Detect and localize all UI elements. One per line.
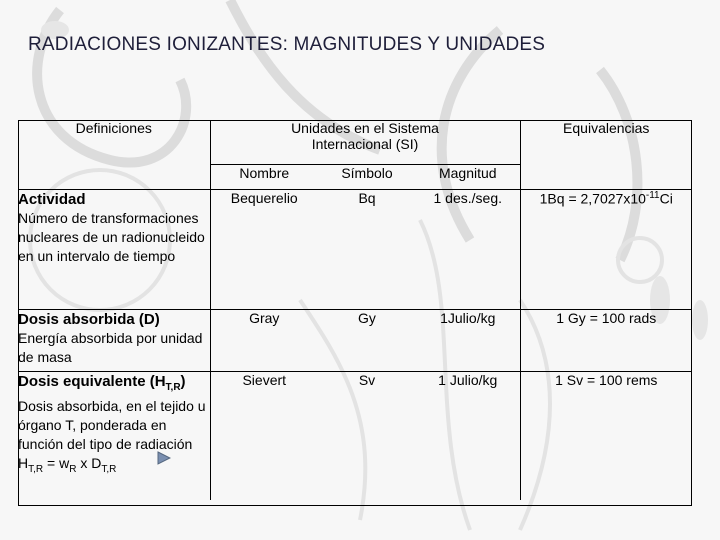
unit-symbol: Gy bbox=[318, 310, 416, 372]
unit-name: Bequerelio bbox=[210, 190, 318, 310]
header-equivalences: Equivalencias bbox=[520, 120, 692, 190]
unit-symbol: Bq bbox=[318, 190, 416, 310]
equivalence-base: 1Bq = 2,7027x10 bbox=[539, 190, 646, 207]
term-suffix: ) bbox=[180, 373, 186, 390]
equivalence-unit: Ci bbox=[659, 190, 673, 207]
unit-symbol: Sv bbox=[318, 372, 416, 500]
definition-cell bbox=[18, 372, 210, 500]
subheader-name: Nombre bbox=[210, 165, 318, 190]
subheader-symbol: Símbolo bbox=[341, 165, 393, 181]
term-description: Número de transformaciones nucleares de un radionucleido en un intervalo de tiempo bbox=[18, 210, 205, 264]
unit-magnitude: 1 des./seg. bbox=[416, 190, 520, 310]
definition-cell bbox=[18, 190, 210, 310]
header-units bbox=[210, 120, 520, 165]
table-row bbox=[18, 190, 692, 310]
equivalence-cell bbox=[520, 190, 692, 310]
unit-name: Gray bbox=[210, 310, 318, 372]
table-row bbox=[18, 310, 692, 372]
slide-title: RADIACIONES IONIZANTES: MAGNITUDES Y UNIDADES bbox=[28, 34, 546, 55]
table-row bbox=[18, 372, 692, 500]
term-description: Dosis absorbida, en el tejido u órgano T, ponderada en función del tipo de radiación bbox=[18, 398, 206, 452]
play-arrow-icon[interactable] bbox=[157, 451, 171, 465]
term-subscript: T,R bbox=[165, 382, 181, 393]
equivalence-cell: 1 Gy = 100 rads bbox=[520, 310, 692, 372]
definition-cell bbox=[18, 310, 210, 372]
equivalence-exponent: -11 bbox=[645, 190, 660, 201]
term-label: Dosis absorbida (D) bbox=[18, 311, 160, 328]
formula-h: H bbox=[18, 455, 29, 471]
subheader-magnitude: Magnitud bbox=[438, 165, 497, 181]
header-units-line1: Unidades en el Sistema bbox=[291, 120, 439, 136]
formula-h-sub: T,R bbox=[28, 463, 44, 475]
equivalence-cell: 1 Sv = 100 rems bbox=[520, 372, 692, 500]
term-label: Actividad bbox=[18, 191, 86, 208]
term-description: Energía absorbida por unidad de masa bbox=[18, 330, 203, 365]
dose-formula bbox=[18, 454, 210, 479]
formula-d-sub: T,R bbox=[101, 463, 117, 475]
formula-w-sub: R bbox=[69, 463, 77, 475]
header-units-line2: Internacional (SI) bbox=[311, 136, 419, 152]
term-label bbox=[18, 373, 186, 393]
header-definitions: Definiciones bbox=[75, 120, 152, 136]
term-prefix: Dosis equivalente (H bbox=[18, 373, 166, 390]
formula-eq: = w bbox=[43, 455, 70, 471]
units-table bbox=[18, 120, 692, 500]
unit-name: Sievert bbox=[210, 372, 318, 500]
unit-magnitude: 1Julio/kg bbox=[416, 310, 520, 372]
unit-magnitude: 1 Julio/kg bbox=[416, 372, 520, 500]
formula-x: x D bbox=[76, 455, 102, 471]
